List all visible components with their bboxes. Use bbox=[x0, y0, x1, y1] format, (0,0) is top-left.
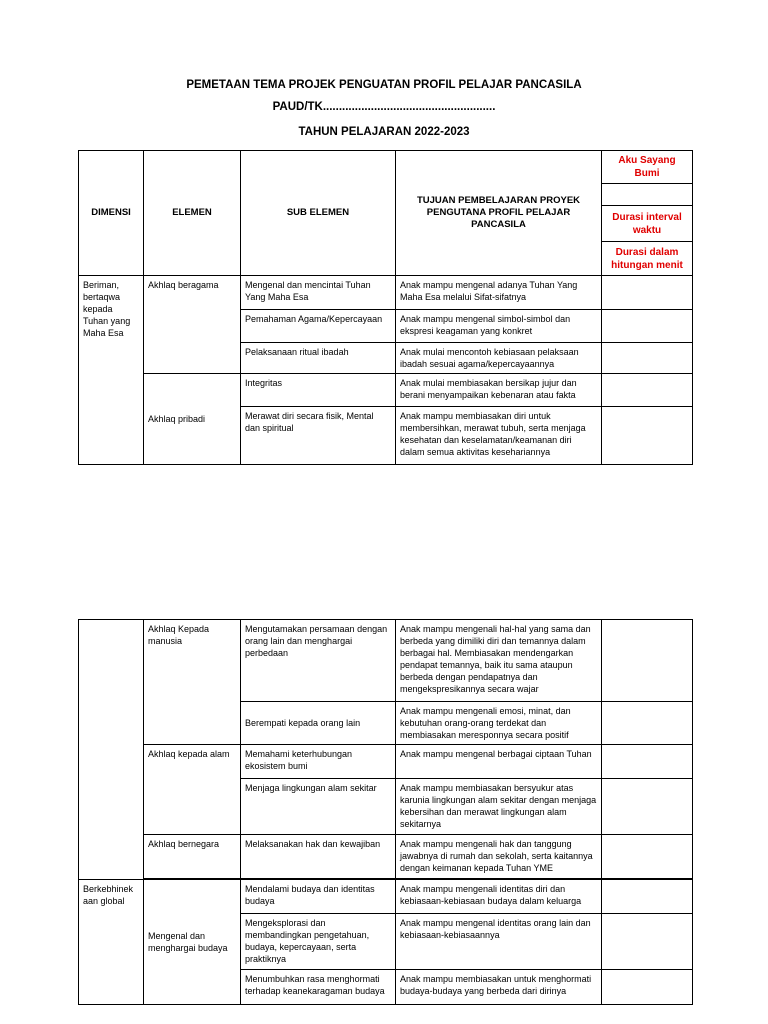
tujuan-cell: Anak mampu membiasakan untuk menghormati budaya-budaya yang berbeda dari dirinya bbox=[396, 970, 602, 1005]
empty-cell bbox=[602, 407, 693, 465]
empty-cell bbox=[602, 343, 693, 374]
empty-cell bbox=[602, 374, 693, 407]
sub-elemen-cell: Mengenal dan mencintai Tuhan Yang Maha Esa bbox=[241, 276, 396, 310]
tujuan-cell: Anak mulai membiasakan bersikap jujur dan berani menyampaikan kebenaran atau fakta bbox=[396, 374, 602, 407]
tujuan-cell: Anak mampu mengenal simbol-simbol dan ekspresi keagaman yang konkret bbox=[396, 310, 602, 343]
sub-elemen-cell: Mendalami budaya dan identitas budaya bbox=[241, 880, 396, 914]
sub-elemen-cell: Berempati kepada orang lain bbox=[241, 702, 396, 745]
elemen-cell: Mengenal dan menghargai budaya bbox=[144, 880, 241, 1005]
empty-cell bbox=[602, 702, 693, 745]
empty-cell bbox=[602, 880, 693, 914]
sub-elemen-cell: Merawat diri secara fisik, Mental dan spiritual bbox=[241, 407, 396, 465]
elemen-cell: Akhlaq pribadi bbox=[144, 374, 241, 465]
tujuan-cell: Anak mulai mencontoh kebiasaan pelaksaan ibadah sesuai agama/kepercayaannya bbox=[396, 343, 602, 374]
header-durasi-interval: Durasi interval waktu bbox=[602, 206, 693, 242]
sub-elemen-cell: Mengeksplorasi dan membandingkan pengetahuan, budaya, kepercayaan, serta praktiknya bbox=[241, 914, 396, 970]
mapping-table-2 bbox=[78, 619, 693, 1005]
elemen-cell: Akhlaq Kepada manusia bbox=[144, 620, 241, 745]
empty-cell bbox=[602, 620, 693, 702]
dimensi-cell bbox=[79, 620, 144, 880]
sub-elemen-cell: Pelaksanaan ritual ibadah bbox=[241, 343, 396, 374]
sub-elemen-cell: Integritas bbox=[241, 374, 396, 407]
elemen-cell: Akhlaq kepada alam bbox=[144, 745, 241, 835]
empty-cell bbox=[602, 310, 693, 343]
tujuan-cell: Anak mampu mengenal berbagai ciptaan Tuhan bbox=[396, 745, 602, 779]
tujuan-cell: Anak mampu mengenali emosi, minat, dan kebutuhan orang-orang terdekat dan membiasakan meresponnya secara positif bbox=[396, 702, 602, 745]
empty-cell bbox=[602, 835, 693, 879]
document-title: PEMETAAN TEMA PROJEK PENGUATAN PROFIL PELAJAR PANCASILA bbox=[186, 79, 582, 91]
header-dimensi: DIMENSI bbox=[79, 151, 144, 276]
institution-line: PAUD/TK...................................................... bbox=[272, 101, 496, 113]
tujuan-cell: Anak mampu membiasakan diri untuk membersihkan, merawat tubuh, serta menjaga kesehatan dan keselamatan/keamanan diri dalam semua aktivitas kesehariannya bbox=[396, 407, 602, 465]
header-tema: Aku Sayang Bumi bbox=[602, 151, 693, 184]
sub-elemen-cell: Menjaga lingkungan alam sekitar bbox=[241, 779, 396, 835]
elemen-cell: Akhlaq bernegara bbox=[144, 835, 241, 879]
empty-cell bbox=[602, 914, 693, 970]
sub-elemen-cell: Mengutamakan persamaan dengan orang lain dan menghargai perbedaan bbox=[241, 620, 396, 702]
sub-elemen-cell: Melaksanakan hak dan kewajiban bbox=[241, 835, 396, 879]
empty-cell bbox=[602, 779, 693, 835]
tujuan-cell: Anak mampu membiasakan bersyukur atas karunia lingkungan alam sekitar dengan menjaga kebersihan dan merawat lingkungan alam sekitarnya bbox=[396, 779, 602, 835]
tujuan-cell: Anak mampu mengenali hak dan tanggung jawabnya di rumah dan sekolah, serta kaitannya dengan keimanan kepada Tuhan YME bbox=[396, 835, 602, 879]
header-durasi-menit: Durasi dalam hitungan menit bbox=[602, 242, 693, 276]
tujuan-cell: Anak mampu mengenal identitas orang lain dan kebiasaan-kebiasaannya bbox=[396, 914, 602, 970]
tujuan-cell: Anak mampu mengenali hal-hal yang sama dan berbeda yang dimiliki diri dan temannya dalam berbagai hal. Membiasakan mendengarkan pendapat temannya, baik itu sama ataupun berbeda dengan pendapatnya dan mengekspresikannya secara wajar bbox=[396, 620, 602, 702]
header-tujuan: TUJUAN PEMBELAJARAN PROYEK PENGUTANA PROFIL PELAJAR PANCASILA bbox=[396, 151, 602, 276]
dimensi-cell: Berkebhinek aan global bbox=[79, 880, 144, 1005]
dimensi-cell: Beriman, bertaqwa kepada Tuhan yang Maha Esa bbox=[79, 276, 144, 465]
sub-elemen-cell: Pemahaman Agama/Kepercayaan bbox=[241, 310, 396, 343]
mapping-table-1 bbox=[78, 150, 693, 465]
header-empty-cell bbox=[602, 184, 693, 206]
empty-cell bbox=[602, 276, 693, 310]
elemen-cell: Akhlaq beragama bbox=[144, 276, 241, 374]
academic-year: TAHUN PELAJARAN 2022-2023 bbox=[298, 126, 470, 138]
sub-elemen-cell: Menumbuhkan rasa menghormati terhadap keanekaragaman budaya bbox=[241, 970, 396, 1005]
tujuan-cell: Anak mampu mengenal adanya Tuhan Yang Maha Esa melalui Sifat-sifatnya bbox=[396, 276, 602, 310]
header-sub-elemen: SUB ELEMEN bbox=[241, 151, 396, 276]
header-elemen: ELEMEN bbox=[144, 151, 241, 276]
empty-cell bbox=[602, 970, 693, 1005]
empty-cell bbox=[602, 745, 693, 779]
sub-elemen-cell: Memahami keterhubungan ekosistem bumi bbox=[241, 745, 396, 779]
tujuan-cell: Anak mampu mengenali identitas diri dan kebiasaan-kebiasaan budaya dalam keluarga bbox=[396, 880, 602, 914]
